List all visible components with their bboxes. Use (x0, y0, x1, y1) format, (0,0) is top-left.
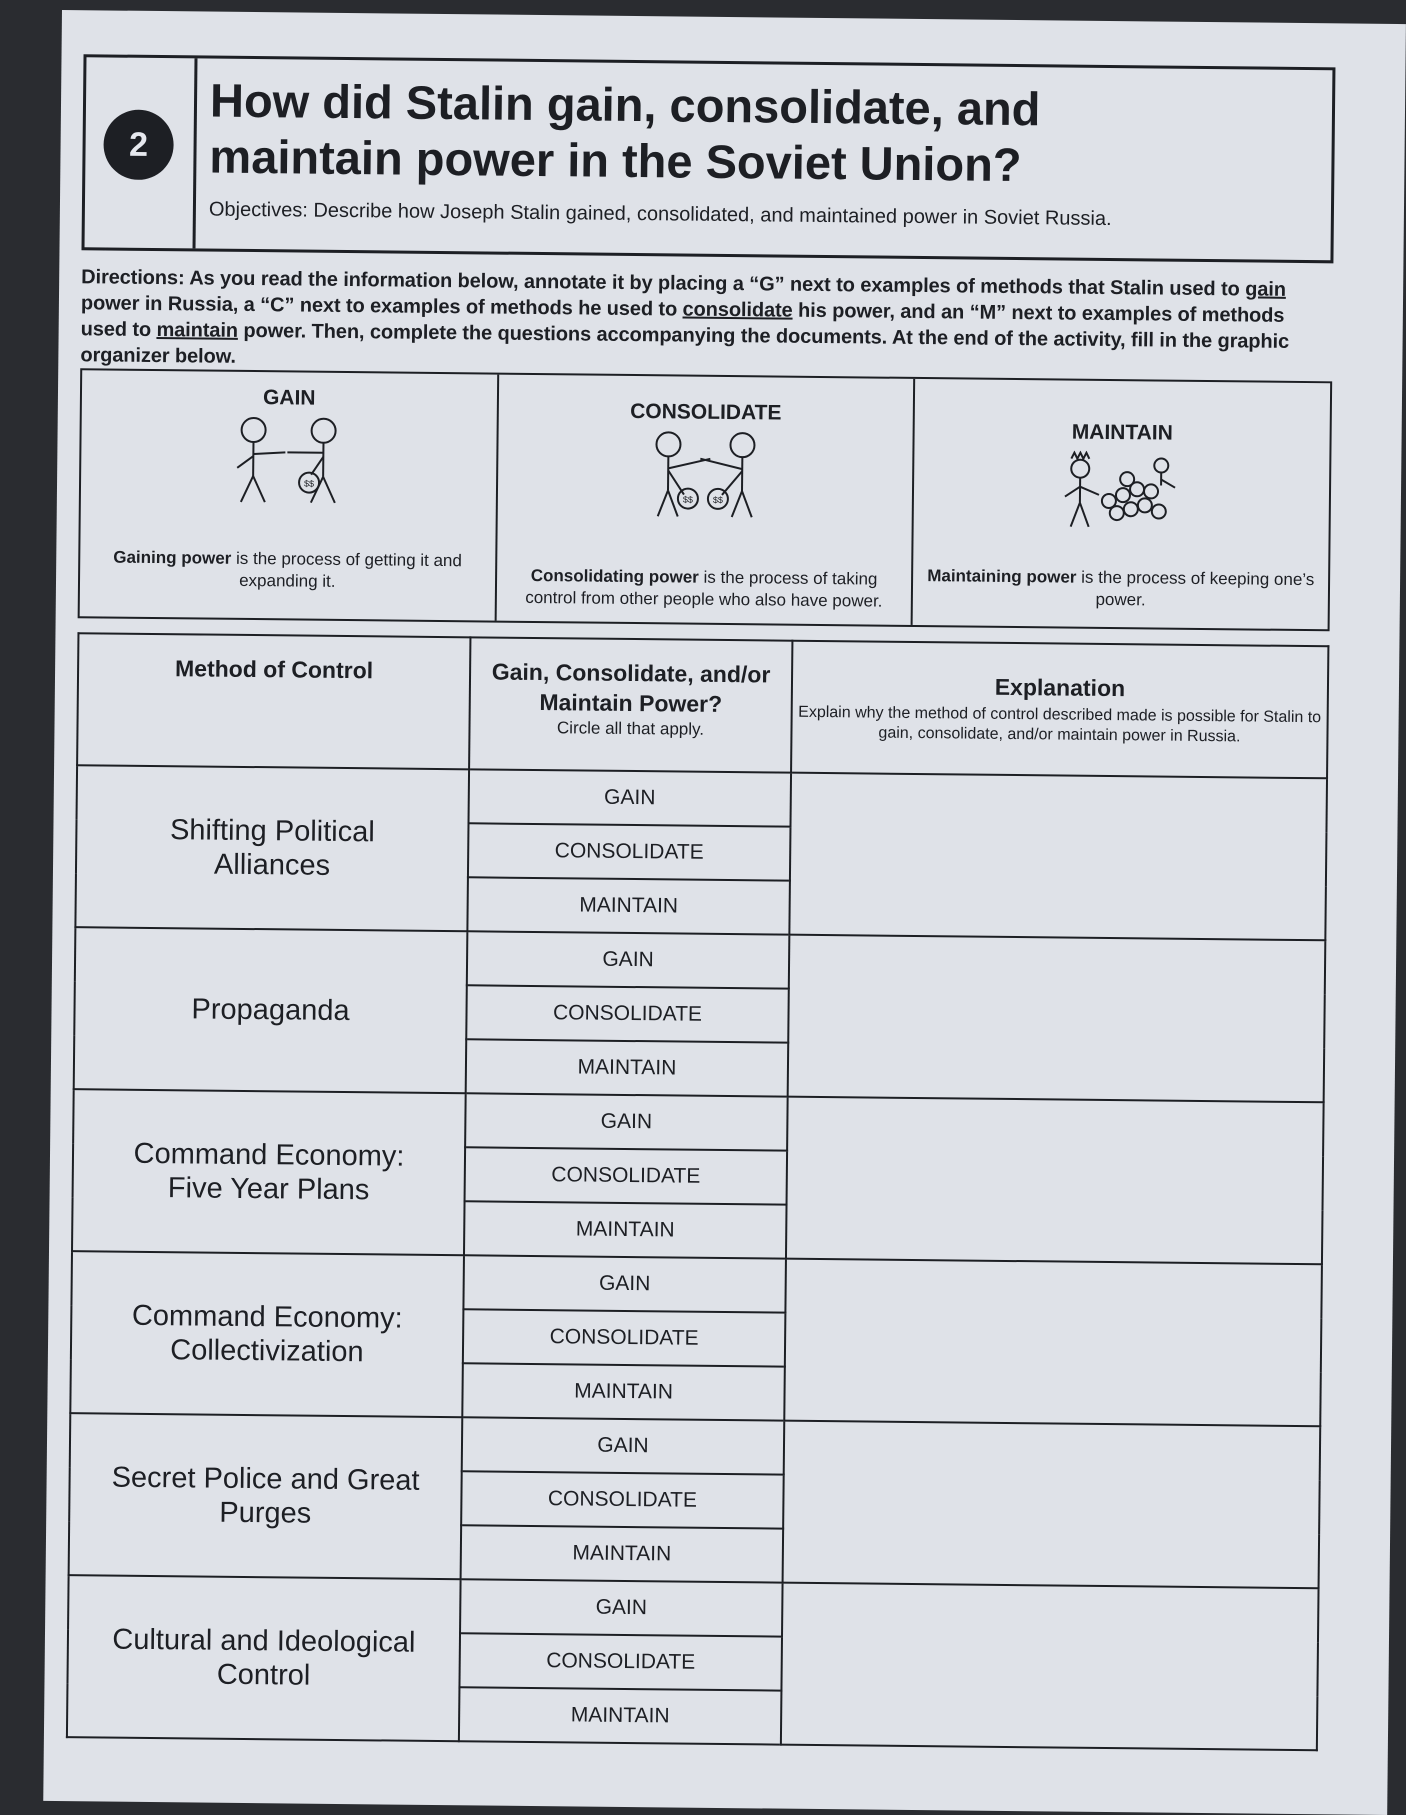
definitions-box (78, 368, 1333, 631)
option-maintain[interactable]: MAINTAIN (466, 1039, 789, 1096)
method-name-line-1: Shifting Political (77, 812, 467, 850)
explanation-cell[interactable] (786, 1097, 1324, 1265)
directions-gain-word: gain (1245, 278, 1286, 300)
definition-body: is the process of taking control from other people who also have power. (525, 568, 882, 611)
lesson-number-badge: 2 (103, 109, 174, 180)
definition-term: Consolidating power (531, 566, 699, 587)
method-cell (74, 927, 468, 1093)
option-gain[interactable]: GAIN (469, 769, 792, 826)
stick-figures-fighting-icon (223, 416, 354, 509)
method-name-line-2: Alliances (77, 846, 467, 884)
option-consolidate[interactable]: CONSOLIDATE (466, 985, 789, 1042)
explanation-cell[interactable] (783, 1421, 1321, 1589)
worksheet-content (66, 54, 1336, 1751)
directions-text (80, 264, 1333, 381)
column-header-explanation (791, 641, 1328, 779)
method-name-line-1: Cultural and Ideological (69, 1622, 459, 1660)
definition-heading: CONSOLIDATE (498, 399, 913, 427)
title-box (81, 54, 1335, 263)
method-cell (69, 1413, 463, 1579)
option-consolidate[interactable]: CONSOLIDATE (459, 1633, 782, 1690)
directions-consolidate-word: consolidate (682, 299, 792, 322)
objectives-text: Objectives: Describe how Joseph Stalin gained, consolidated, and maintained power in Soviet Russia. (209, 199, 1112, 231)
column-header-method: Method of Control (77, 633, 470, 769)
definition-consolidate (496, 375, 915, 625)
explanation-cell[interactable] (789, 773, 1327, 941)
option-maintain[interactable]: MAINTAIN (462, 1363, 785, 1420)
graphic-organizer-table (66, 632, 1330, 1751)
method-cell (72, 1089, 466, 1255)
method-name-line-2: Purges (70, 1494, 460, 1532)
definition-term: Maintaining power (927, 566, 1076, 587)
definition-text (90, 546, 485, 594)
directions-part-2: power in Russia, a “C” next to examples of methods he used to (81, 292, 683, 320)
method-name-line-1: Command Economy: (72, 1298, 462, 1336)
money-label: $$ (304, 479, 314, 489)
option-maintain[interactable]: MAINTAIN (467, 877, 790, 934)
option-consolidate[interactable]: CONSOLIDATE (463, 1309, 786, 1366)
option-gain[interactable]: GAIN (467, 931, 790, 988)
method-cell (75, 765, 469, 931)
definition-maintain (913, 379, 1330, 629)
option-consolidate[interactable]: CONSOLIDATE (468, 823, 791, 880)
money-label: $$ (713, 495, 723, 505)
explanation-cell[interactable] (788, 935, 1326, 1103)
title-line-2: maintain power in the Soviet Union? (209, 129, 1040, 194)
definition-heading: MAINTAIN (915, 419, 1330, 447)
column-header-explanation-note: Explain why the method of control described made is possible for Stalin to gain, consolidate, and/or maintain power in Russia. (792, 703, 1326, 749)
method-name-line-2: Control (68, 1656, 458, 1694)
method-cell (70, 1251, 464, 1417)
option-gain[interactable]: GAIN (460, 1579, 783, 1636)
worksheet-page (43, 10, 1406, 1815)
directions-maintain-word: maintain (156, 319, 238, 342)
money-label: $$ (683, 495, 693, 505)
option-maintain[interactable]: MAINTAIN (459, 1687, 782, 1744)
definition-body: is the process of keeping one’s power. (1076, 568, 1314, 610)
method-name-line-2: Collectivization (72, 1332, 462, 1370)
method-cell (67, 1575, 461, 1741)
definition-text (506, 565, 901, 613)
column-header-power-note: Circle all that apply. (470, 716, 790, 741)
definition-gain (80, 370, 499, 620)
definition-heading: GAIN (82, 384, 497, 412)
directions-part-1: Directions: As you read the information below, annotate it by placing a “G” next to examples of methods that Stalin used to (81, 266, 1245, 300)
title-line-1: How did Stalin gain, consolidate, and (210, 73, 1041, 138)
method-name-line-1: Command Economy: (74, 1136, 464, 1174)
stick-figures-with-money-icon (640, 430, 771, 523)
option-consolidate[interactable]: CONSOLIDATE (465, 1147, 788, 1204)
definition-body: is the process of getting it and expanding it. (231, 549, 462, 591)
page-title (209, 73, 1041, 194)
column-header-power-label: Gain, Consolidate, and/or Maintain Power? (492, 659, 771, 717)
definition-term: Gaining power (113, 548, 231, 568)
option-gain[interactable]: GAIN (463, 1255, 786, 1312)
definition-text (923, 565, 1318, 613)
directions-part-4: power. Then, complete the questions accompanying the documents. At the end of the activity, fill in the graphic organizer below. (80, 320, 1289, 368)
method-name-line-1: Secret Police and Great (70, 1460, 460, 1498)
method-name-line-2: Five Year Plans (73, 1170, 463, 1208)
directions-part-3: his power, and an “M” next to examples of methods used to (81, 300, 1285, 341)
crowned-figure-with-money-pile-icon (1056, 450, 1187, 531)
option-maintain[interactable]: MAINTAIN (464, 1201, 787, 1258)
explanation-cell[interactable] (784, 1259, 1322, 1427)
option-consolidate[interactable]: CONSOLIDATE (461, 1471, 784, 1528)
explanation-cell[interactable] (781, 1583, 1319, 1751)
table-header-row (77, 633, 1328, 778)
lesson-number-cell (85, 57, 198, 248)
option-gain[interactable]: GAIN (462, 1417, 785, 1474)
method-name-line-1: Propaganda (75, 991, 465, 1029)
column-header-explanation-label: Explanation (995, 674, 1126, 701)
option-maintain[interactable]: MAINTAIN (461, 1525, 784, 1582)
column-header-power (469, 637, 792, 772)
option-gain[interactable]: GAIN (465, 1093, 788, 1150)
